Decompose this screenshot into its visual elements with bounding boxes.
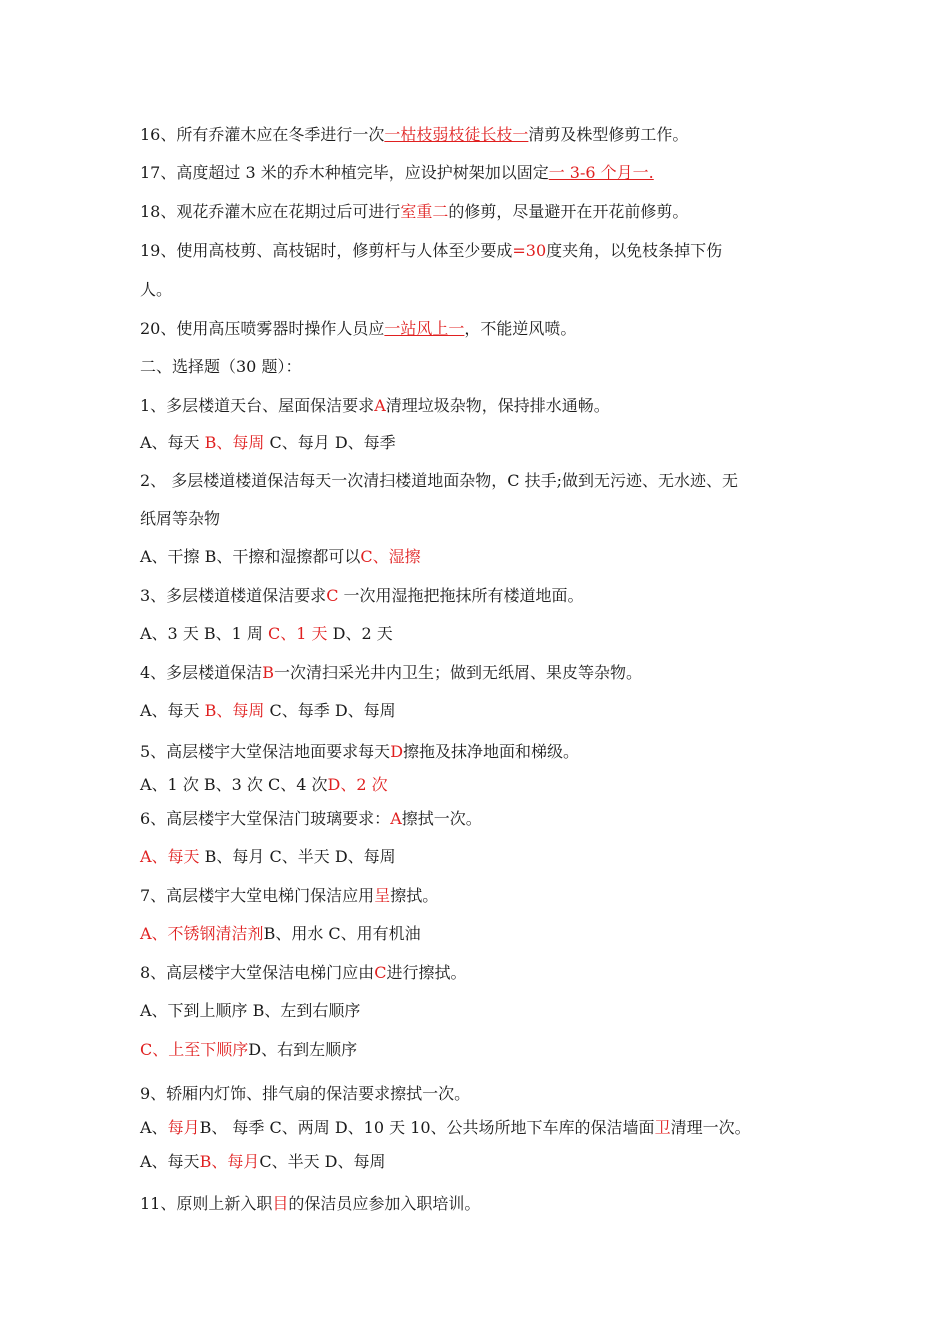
option-text: A、每天	[140, 701, 205, 720]
question-text: 擦拖及抹净地面和梯级。	[403, 742, 580, 761]
answer-text: 卫	[654, 1118, 671, 1137]
question-text: ，不能逆风喷。	[464, 319, 577, 338]
question-text: 纸屑等杂物	[140, 509, 221, 528]
choice-9-question	[140, 1083, 830, 1105]
answer-text: C、湿擦	[360, 547, 421, 566]
option-text: A、	[140, 1118, 168, 1137]
choice-9-options	[140, 1117, 830, 1139]
question-text: 人。	[140, 280, 173, 299]
question-17	[140, 162, 830, 184]
option-text: B、每月 C、半天 D、每周	[199, 847, 396, 866]
question-text: 20、使用高压喷雾器时操作人员应	[140, 319, 385, 338]
answer-text: A、不锈钢清洁剂	[140, 924, 264, 943]
question-text: 清剪及株型修剪工作。	[528, 125, 689, 144]
choice-5-options	[140, 774, 830, 796]
choice-7-options	[140, 923, 830, 945]
question-text: 2、 多层楼道楼道保洁每天一次清扫楼道地面杂物，C 扶手;做到无污迹、无水迹、无	[140, 471, 738, 490]
option-text: A、下到上顺序 B、左到右顺序	[140, 1001, 361, 1020]
answer-text: 一站风上一	[384, 319, 465, 338]
answer-text: 目	[272, 1194, 289, 1213]
question-text: 8、高层楼宇大堂保洁电梯门应由	[140, 963, 375, 982]
answer-text: C、1 天	[268, 624, 328, 643]
section-title	[140, 356, 830, 378]
option-text: B、用水 C、用有机油	[263, 924, 421, 943]
option-text: C、每季 D、每周	[264, 701, 396, 720]
question-text: 3、多层楼道楼道保洁要求	[140, 586, 327, 605]
question-text: 19、使用高枝剪、高枝锯时，修剪杆与人体至少要成	[140, 241, 513, 260]
question-text: 进行擦拭。	[386, 963, 467, 982]
answer-text: 一 3-6 个月一.	[548, 163, 654, 182]
option-text: A、3 天 B、1 周	[140, 624, 269, 643]
question-text: 1、多层楼道天台、屋面保洁要求	[140, 396, 375, 415]
choice-4-question	[140, 662, 830, 684]
answer-text: =30	[512, 241, 547, 260]
question-text: 11、原则上新入职	[140, 1194, 273, 1213]
option-text: C、每月 D、每季	[264, 433, 396, 452]
answer-text: 一枯枝弱枝徒长枝一	[384, 125, 529, 144]
question-text: 18、观花乔灌木应在花期过后可进行	[140, 202, 401, 221]
choice-8-question	[140, 962, 830, 984]
answer-text: D	[390, 742, 404, 761]
answer-text: B、每周	[204, 433, 265, 452]
answer-text: A	[374, 396, 386, 415]
choice-11-question	[140, 1193, 830, 1215]
question-text: 9、轿厢内灯饰、排气扇的保洁要求擦拭一次。	[140, 1084, 471, 1103]
choice-1-question	[140, 395, 830, 417]
choice-10-options	[140, 1151, 830, 1173]
option-text: D、右到左顺序	[248, 1040, 358, 1059]
answer-text: 室重二	[400, 202, 449, 221]
option-text: A、干擦 B、干擦和湿擦都可以	[140, 547, 361, 566]
question-text: 16、所有乔灌木应在冬季进行一次	[140, 125, 385, 144]
question-text: 4、多层楼道保洁	[140, 663, 263, 682]
choice-2-options	[140, 546, 830, 568]
choice-8-options-1	[140, 1000, 830, 1022]
answer-text: A、每天	[140, 847, 200, 866]
section-heading: 二、选择题（30 题）：	[140, 357, 302, 376]
choice-3-options	[140, 623, 830, 645]
answer-text: 每月	[167, 1118, 200, 1137]
question-text: 一次用湿拖把拖抹所有楼道地面。	[338, 586, 584, 605]
question-19	[140, 240, 830, 262]
option-text: 清理一次。	[670, 1118, 751, 1137]
question-text: 的修剪，尽量避开在开花前修剪。	[448, 202, 689, 221]
choice-3-question	[140, 585, 830, 607]
question-text: 擦拭一次。	[401, 809, 482, 828]
question-text: 5、高层楼宇大堂保洁地面要求每天	[140, 742, 391, 761]
answer-text: C	[326, 586, 339, 605]
option-text: A、每天	[140, 1152, 200, 1171]
answer-text: C、上至下顺序	[140, 1040, 249, 1059]
answer-text: B	[262, 663, 274, 682]
option-text: B、 每季 C、两周 D、10 天 10、公共场所地下车库的保洁墙面	[199, 1118, 655, 1137]
question-text: 的保洁员应参加入职培训。	[288, 1194, 481, 1213]
question-text: 度夹角，以免枝条掉下伤	[546, 241, 723, 260]
choice-5-question	[140, 741, 830, 763]
answer-text: A	[390, 809, 402, 828]
choice-8-options-2	[140, 1039, 830, 1061]
choice-4-options	[140, 700, 830, 722]
answer-text: C	[374, 963, 387, 982]
question-text: 一次清扫采光井内卫生；做到无纸屑、果皮等杂物。	[273, 663, 642, 682]
question-text: 6、高层楼宇大堂保洁门玻璃要求：	[140, 809, 391, 828]
option-text: A、每天	[140, 433, 205, 452]
choice-7-question	[140, 885, 830, 907]
choice-6-question	[140, 808, 830, 830]
question-18	[140, 201, 830, 223]
answer-text: 呈	[374, 886, 391, 905]
question-16	[140, 124, 830, 146]
answer-text: D、2 次	[327, 775, 388, 794]
option-text: D、2 天	[327, 624, 393, 643]
question-text: 7、高层楼宇大堂电梯门保洁应用	[140, 886, 375, 905]
choice-2-question-continued	[140, 508, 830, 530]
question-text: 擦拭。	[390, 886, 439, 905]
question-text: 清理垃圾杂物，保持排水通畅。	[385, 396, 610, 415]
option-text: A、1 次 B、3 次 C、4 次	[140, 775, 328, 794]
choice-1-options	[140, 432, 830, 454]
answer-text: B、每月	[199, 1152, 260, 1171]
choice-6-options	[140, 846, 830, 868]
answer-text: B、每周	[204, 701, 265, 720]
question-20	[140, 318, 830, 340]
question-19-continued	[140, 279, 830, 301]
choice-2-question	[140, 470, 830, 492]
option-text: C、半天 D、每周	[259, 1152, 386, 1171]
question-text: 17、高度超过 3 米的乔木种植完毕，应设护树架加以固定	[140, 163, 549, 182]
